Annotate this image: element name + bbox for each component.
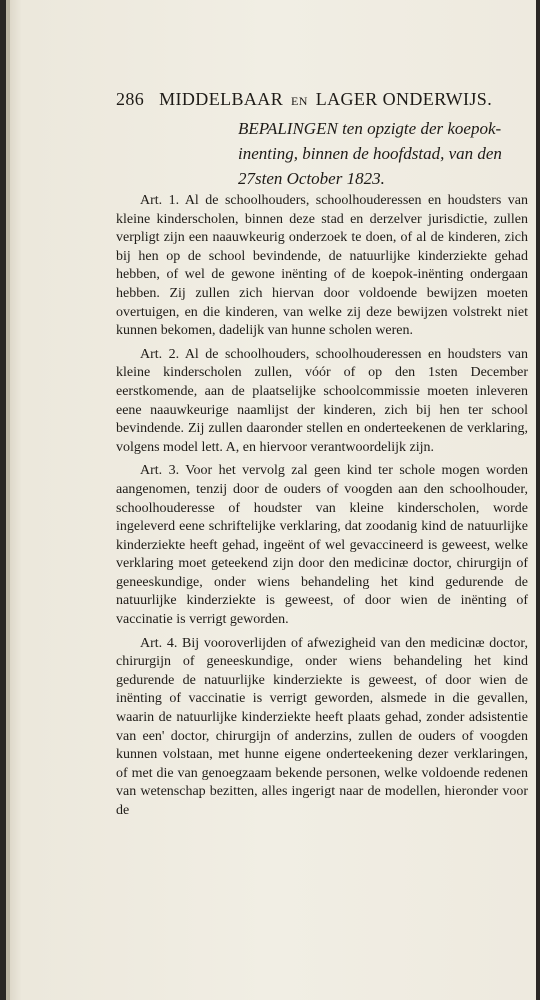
article (116, 346, 528, 458)
book-page (6, 0, 536, 1000)
heading-rest: ten opzigte der koepok-inenting, binnen de hoofdstad, van den 27sten October 1823. (238, 119, 502, 188)
article-text: Bij vooroverlijden of afwezigheid van den medicinæ doctor, chirurgijn of geneeskundige, onder wiens behandeling het kind gedurende de natuurlijke kinderziekte is geweest, of door wien de inënting of vaccinatie is verrigt geworden, alsmede in die gevallen, waarin de natuurlijke kinderziekte heeft plaats gehad, zonder adsistentie van een' doctor, chirurgijn of anderzins, zullen de ouders of voogden kunnen volstaan, met hunne eigene onderteekening dezer verklaringen, of met die van genoegzaam bekende personen, welke voldoende redenen van wetenschap bezitten, alles ingerigt naar de modellen, hieronder voor de (116, 635, 528, 818)
article-label: Art. 3. (140, 463, 180, 479)
article-text: Al de schoolhouders, schoolhouderessen en houdsters van kleine kinderscholen zullen, vóór of op den 1sten December eerstkomende, aan de plaatselijke schoolcommissie moeten inleveren eene naauwkeurige naamlijst der kinderen, zich bij hen ter school bevindende. Zij zullen daaronder stellen en onderteekenen de verklaring, volgens model lett. A, en hiervoor verantwoordelijk zijn. (116, 346, 528, 455)
article-text: Al de schoolhouders, schoolhouderessen en houdsters van kleine kinderscholen, binnen deze stad en derzelver jurisdictie, zullen verpligt zijn een naauwkeurig onderzoek te doen, of al de kinderen, zich bij hen op de school bevindende, de natuurlijke kinderziekte gehad hebben, of wel de gewone inënting of de koepok-inënting ondergaan hebben. Zij zullen zich hiervan door voldoende bewijzen moeten overtuigen, en die kinderen, van welke zij deze bewijzen volstrekt niet kunnen bekomen, dadelijk van hunne scholen weren. (116, 193, 528, 339)
article (116, 635, 528, 821)
header-title-right: LAGER ONDERWIJS. (315, 89, 493, 109)
article-label: Art. 4. (140, 635, 178, 651)
header-title-en: EN (291, 94, 308, 108)
article-text: Voor het vervolg zal geen kind ter schole mogen worden aangenomen, tenzij door de ouders of voogden aan den schoolhouder, schoolhouderesse of houdster van kleine kinderscholen, worde ingeleverd eene schriftelijke verklaring, dat zoodanig kind de natuurlijke kinderziekte heeft gehad, ingeënt of wel gevaccineerd is geweest, welke verklaring moet geteekend zijn door den medicinæ doctor, chirurgijn of geneeskundige, onder wiens behandeling het kind gedurende de natuurlijke kinderziekte is geweest, of door wien de inënting of vaccinatie is verrigt geworden. (116, 463, 528, 628)
running-header (116, 89, 496, 110)
page-number: 286 (116, 89, 145, 109)
heading-first-word: BEPALINGEN (238, 119, 338, 138)
section-heading (238, 116, 528, 191)
article-label: Art. 1. (140, 193, 180, 208)
article (116, 192, 528, 341)
article-label: Art. 2. (140, 346, 180, 362)
page-edge (6, 0, 10, 1000)
article (116, 462, 528, 629)
article-body (116, 192, 528, 826)
header-title-left: MIDDELBAAR (159, 89, 284, 109)
